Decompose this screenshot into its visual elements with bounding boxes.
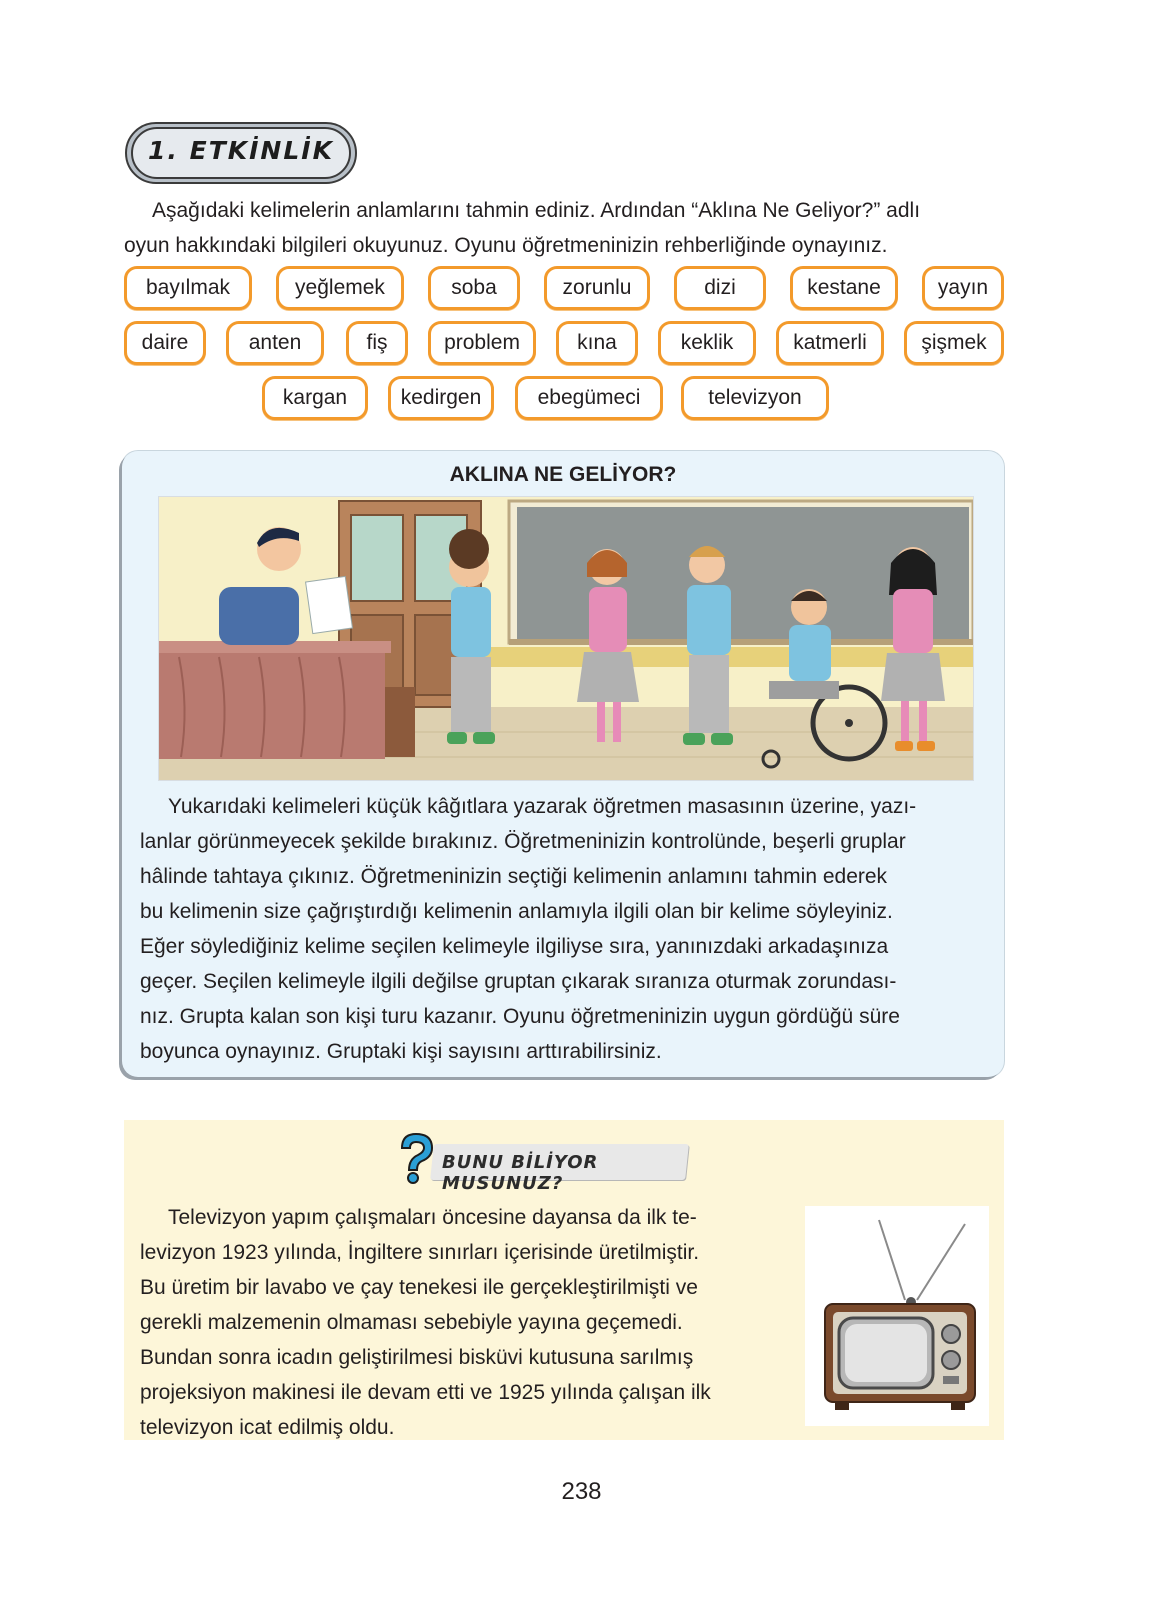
info-line: gerekli malzemenin olmaması sebebiyle yayına geçemedi.	[140, 1311, 683, 1334]
game-line: Yukarıdaki kelimeleri küçük kâğıtlara yazarak öğretmen masasının üzerine, yazı-	[168, 795, 917, 818]
game-instructions	[140, 789, 986, 1069]
word-chip: kargan	[262, 376, 368, 420]
did-you-know-text	[140, 1200, 776, 1445]
word-chip: kedirgen	[388, 376, 494, 420]
page-number: 238	[561, 1478, 602, 1505]
word-chip: yeğlemek	[276, 266, 404, 310]
word-chip: kına	[556, 321, 638, 365]
classroom-scene	[159, 497, 973, 780]
word-chip: problem	[428, 321, 536, 365]
intro-line: Aşağıdaki kelimelerin anlamlarını tahmin ediniz. Ardından “Aklına Ne Geliyor?” adlı	[152, 199, 921, 222]
game-line: nız. Grupta kalan son kişi turu kazanır. Oyunu öğretmeninizin uygun gördüğü süre	[140, 1005, 900, 1028]
word-chip: daire	[124, 321, 206, 365]
intro-line: oyun hakkındaki bilgileri okuyunuz. Oyunu öğretmeninizin rehberliğinde oynayınız.	[124, 234, 888, 257]
info-line: Bu üretim bir lavabo ve çay tenekesi ile gerçekleştirilmişti ve	[140, 1276, 698, 1299]
word-chip: televizyon	[681, 376, 829, 420]
game-line: geçer. Seçilen kelimeyle ilgili değilse gruptan çıkarak sıranıza oturmak zorundası-	[140, 970, 897, 993]
info-line: levizyon 1923 yılında, İngiltere sınırları içerisinde üretilmiştir.	[140, 1241, 700, 1264]
word-chip: şişmek	[904, 321, 1004, 365]
word-chip: kestane	[790, 266, 898, 310]
word-chip: soba	[428, 266, 520, 310]
word-chip: bayılmak	[124, 266, 252, 310]
game-line: Eğer söylediğiniz kelime seçilen kelimeyle ilgiliyse sıra, yanınızdaki arkadaşınıza	[140, 935, 889, 958]
question-mark-icon	[392, 1130, 440, 1186]
did-you-know-box	[124, 1120, 1004, 1440]
info-line: Bundan sonra icadın geliştirilmesi bisküvi kutusuna sarılmış	[140, 1346, 694, 1369]
game-line: bu kelimenin size çağrıştırdığı kelimenin anlamıyla ilgili olan bir kelime söyleyiniz.	[140, 900, 893, 923]
activity-badge	[125, 122, 357, 184]
word-chip: katmerli	[776, 321, 884, 365]
info-line: televizyon icat edilmiş oldu.	[140, 1416, 395, 1439]
game-line: hâlinde tahtaya çıkınız. Öğretmeninizin seçtiği kelimenin anlamını tahmin ederek	[140, 865, 888, 888]
word-chip: fiş	[346, 321, 408, 365]
intro-paragraph	[124, 193, 1004, 263]
game-panel	[122, 451, 1004, 1077]
word-chip: anten	[226, 321, 324, 365]
tv-icon	[805, 1206, 989, 1426]
activity-label: 1. ETKİNLİK	[148, 136, 334, 165]
did-you-know-header	[392, 1130, 692, 1194]
info-line: projeksiyon makinesi ile devam etti ve 1925 yılında çalışan ilk	[140, 1381, 711, 1404]
television-image	[805, 1206, 989, 1426]
info-line: Televizyon yapım çalışmaları öncesine dayansa da ilk te-	[168, 1206, 697, 1229]
classroom-illustration	[158, 496, 974, 781]
game-title: AKLINA NE GELİYOR?	[449, 463, 677, 486]
word-chip: dizi	[674, 266, 766, 310]
did-you-know-title: BUNU BİLİYOR MUSUNUZ?	[442, 1152, 599, 1194]
word-chip: yayın	[922, 266, 1004, 310]
word-chip: ebegümeci	[515, 376, 663, 420]
word-chip: keklik	[658, 321, 756, 365]
word-chip: zorunlu	[544, 266, 650, 310]
game-line: boyunca oynayınız. Gruptaki kişi sayısını arttırabilirsiniz.	[140, 1040, 662, 1063]
game-line: lanlar görünmeyecek şekilde bırakınız. Öğretmeninizin kontrolünde, beşerli gruplar	[140, 830, 906, 853]
